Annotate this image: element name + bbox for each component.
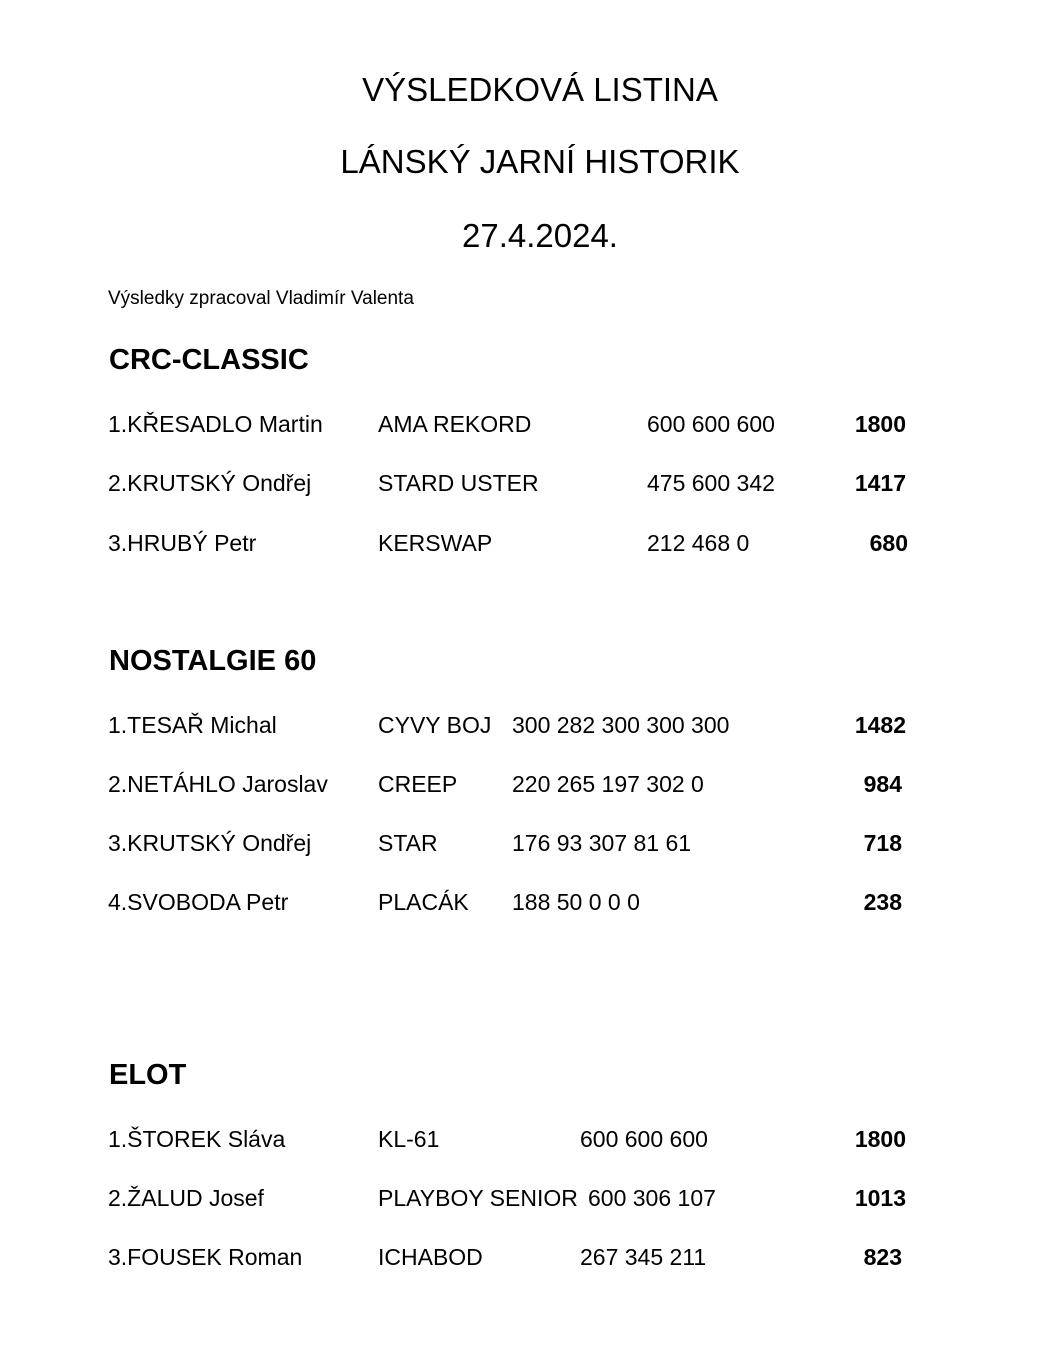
flight-scores: 300 282 300 300 300	[512, 712, 730, 738]
total-score: 1482	[854, 712, 906, 738]
total-score: 718	[863, 830, 902, 856]
competitor-name: 3.HRUBÝ Petr	[108, 530, 257, 556]
document-title: VÝSLEDKOVÁ LISTINA	[362, 71, 718, 108]
processed-by-note: Výsledky zpracoval Vladimír Valenta	[108, 288, 414, 309]
result-row	[0, 769, 1064, 799]
competitor-name: 1.TESAŘ Michal	[108, 712, 277, 738]
result-row	[0, 1242, 1064, 1272]
model-name: STAR	[378, 830, 438, 856]
competitor-name: 3.FOUSEK Roman	[108, 1244, 303, 1270]
result-row	[0, 828, 1064, 858]
competitor-name: 2.ŽALUD Josef	[108, 1185, 264, 1211]
section-title-crc-classic: CRC-CLASSIC	[109, 344, 309, 376]
flight-scores: 188 50 0 0 0	[512, 889, 640, 915]
result-row	[0, 1183, 1064, 1213]
competitor-name: 3.KRUTSKÝ Ondřej	[108, 830, 312, 856]
section-title-elot: ELOT	[109, 1059, 187, 1091]
model-name: KL-61	[378, 1126, 440, 1152]
competitor-name: 1.ŠTOREK Sláva	[108, 1126, 286, 1152]
flight-scores: 600 306 107	[588, 1185, 716, 1211]
competitor-name: 4.SVOBODA Petr	[108, 889, 289, 915]
model-name: CYVY BOJ	[378, 712, 492, 738]
event-name: LÁNSKÝ JARNÍ HISTORIK	[340, 143, 740, 180]
total-score: 1800	[854, 411, 906, 437]
flight-scores: 600 600 600	[647, 411, 775, 437]
result-row	[0, 887, 1064, 917]
flight-scores: 475 600 342	[647, 470, 775, 496]
model-name: PLAYBOY SENIOR	[378, 1185, 578, 1211]
model-name: ICHABOD	[378, 1244, 483, 1270]
result-row	[0, 468, 1064, 498]
total-score: 1013	[854, 1185, 906, 1211]
result-row	[0, 710, 1064, 740]
total-score: 1800	[854, 1126, 906, 1152]
section-title-nostalgie-60: NOSTALGIE 60	[109, 645, 317, 677]
result-row	[0, 1124, 1064, 1154]
flight-scores: 267 345 211	[580, 1244, 707, 1270]
model-name: STARD USTER	[378, 470, 539, 496]
flight-scores: 220 265 197 302 0	[512, 771, 704, 797]
competitor-name: 2.KRUTSKÝ Ondřej	[108, 470, 312, 496]
flight-scores: 176 93 307 81 61	[512, 830, 692, 856]
flight-scores: 600 600 600	[580, 1126, 708, 1152]
model-name: CREEP	[378, 771, 458, 797]
model-name: KERSWAP	[378, 530, 493, 556]
total-score: 238	[863, 889, 902, 915]
model-name: PLACÁK	[378, 889, 469, 915]
competitor-name: 1.KŘESADLO Martin	[108, 411, 323, 437]
competitor-name: 2.NETÁHLO Jaroslav	[108, 771, 328, 797]
model-name: AMA REKORD	[378, 411, 532, 437]
total-score: 823	[863, 1244, 902, 1270]
flight-scores: 212 468 0	[647, 530, 750, 556]
result-row	[0, 409, 1064, 439]
total-score: 984	[863, 771, 902, 797]
total-score: 680	[869, 530, 908, 556]
result-row	[0, 528, 1064, 558]
event-date: 27.4.2024.	[462, 217, 618, 254]
total-score: 1417	[854, 470, 906, 496]
